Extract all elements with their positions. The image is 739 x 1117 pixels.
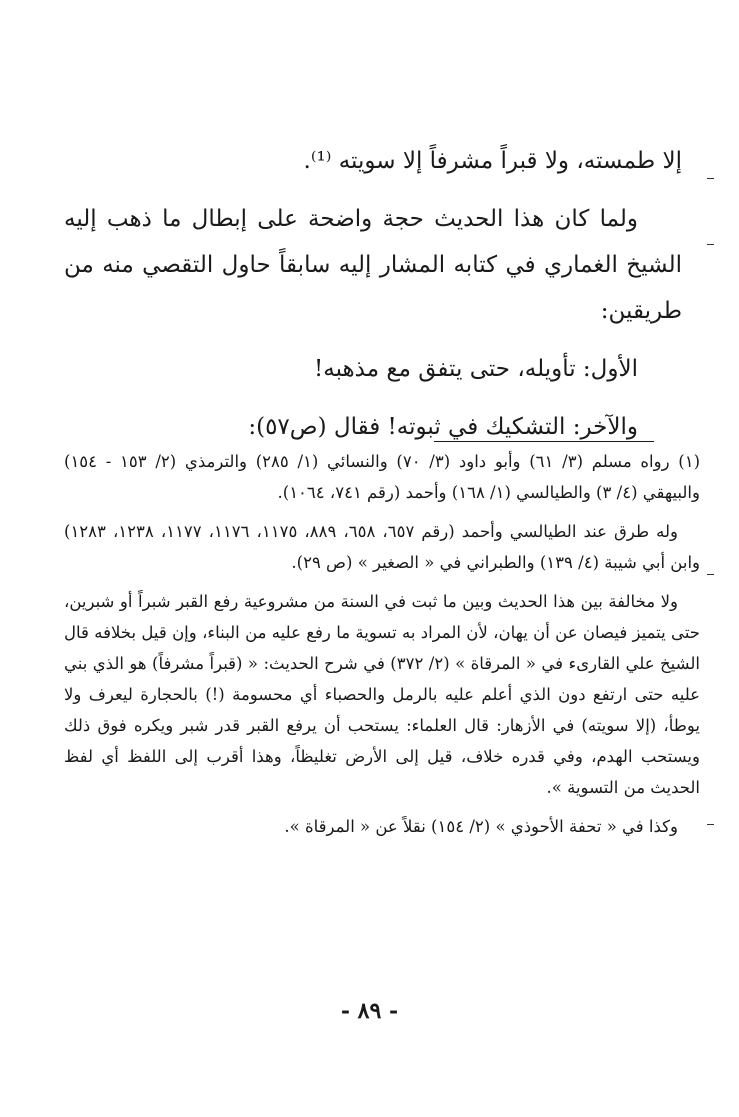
footnote-paragraph: وكذا في « تحفة الأحوذي » (٢/ ١٥٤) نقلاً عن « المرقاة ». [284,817,678,836]
footnotes [64,446,700,842]
footnote-paragraph: (١) رواه مسلم (٣/ ٦١) وأبو داود (٣/ ٧٠) والنسائي (١/ ٢٨٥) والترمذي (٢/ ١٥٣ - ١٥٤) والبيهقي (٤/ ٣) والطيالسي (١/ ١٦٨) وأحمد (رقم ٧٤١، ١٠٦٤). [64,452,701,502]
main-paragraph: ولما كان هذا الحديث حجة واضحة على إبطال ما ذهب إليه الشيخ الغماري في كتابه المشار إليه سابقاً حاول التقصي منه من طريقين: [64,206,682,324]
margin-tick [707,824,714,825]
main-paragraph: إلا طمسته، ولا قبراً مشرفاً إلا سويته ⁽¹⁾. [303,148,682,174]
main-paragraph: الأول: تأويله، حتى يتفق مع مذهبه! [314,356,638,382]
main-text [64,138,682,450]
margin-tick [707,244,714,245]
footnote-separator [434,441,654,442]
footnote-paragraph: وله طرق عند الطيالسي وأحمد (رقم ٦٥٧، ٦٥٨، ٨٨٩، ١١٧٥، ١١٧٦، ١١٧٧، ١٢٣٨، ١٢٨٣) وابن أبي شيبة (٤/ ١٣٩) والطبراني في « الصغير » (ص ٢٩). [64,522,700,572]
main-paragraph: والآخر: التشكيك في ثبوته! فقال (ص٥٧): [248,414,638,440]
margin-tick [707,178,714,179]
footnote-paragraph: ولا مخالفة بين هذا الحديث وبين ما ثبت في السنة من مشروعية رفع القبر شبراً أو شبرين، حتى يتميز فيصان عن أن يهان، لأن المراد به تسوية ما رفع عليه من البناء، وإن قيل بخلافه قال الشيخ علي القارىء في « المرقاة » (٢/ ٣٧٢) في شرح الحديث: « (قبراً مشرفاً) هو الذي بني عليه حتى ارتفع دون الذي أعلم عليه بالرمل والحصباء أي محسومة (!) بالحجارة ليعرف ولا يوطأ، (إلا سويته) في الأزهار: قال العلماء: يستحب أن يرفع القبر قدر شبر ويكره فوق ذلك ويستحب الهدم، وفي قدره خلاف، قيل إلى الأرض تغليظاً، وهذا أقرب إلى اللفظ أي لفظ الحديث من التسوية ». [64,592,700,797]
page-number: - ٨٩ - [340,998,399,1024]
margin-tick [707,574,714,575]
